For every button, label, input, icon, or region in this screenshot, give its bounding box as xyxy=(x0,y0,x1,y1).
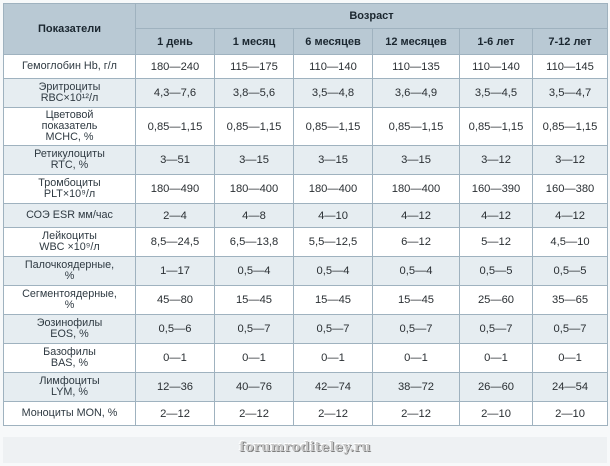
norm-value-cell: 160—380 xyxy=(533,175,608,204)
indicator-label-line: Лимфоциты xyxy=(39,375,100,387)
indicator-label xyxy=(4,315,136,344)
indicator-label-line: EOS, % xyxy=(50,328,89,340)
indicator-label xyxy=(4,55,136,79)
norm-value-cell: 4—10 xyxy=(294,204,373,228)
site-watermark: forumroditeley.ru xyxy=(239,440,371,455)
norm-value-cell: 0,85—1,15 xyxy=(215,108,294,146)
norm-value-cell: 180—400 xyxy=(373,175,460,204)
indicator-label xyxy=(4,228,136,257)
norm-value-cell: 1—17 xyxy=(136,257,215,286)
norm-value-cell: 40—76 xyxy=(215,373,294,402)
norm-value-cell: 0—1 xyxy=(373,344,460,373)
indicator-label xyxy=(4,344,136,373)
norm-value-cell: 3—15 xyxy=(215,146,294,175)
norm-value-cell: 4,5—10 xyxy=(533,228,608,257)
norm-value-cell: 4—12 xyxy=(373,204,460,228)
norm-value-cell: 4,3—7,6 xyxy=(136,79,215,108)
norm-value-cell: 3—15 xyxy=(294,146,373,175)
indicator-label-line: Базофилы xyxy=(43,346,96,358)
norm-value-cell: 2—12 xyxy=(136,402,215,426)
norm-value-cell: 4—12 xyxy=(460,204,533,228)
footer-bar xyxy=(3,437,607,463)
norm-value-cell: 0,5—7 xyxy=(373,315,460,344)
norm-value-cell: 110—145 xyxy=(533,55,608,79)
norm-value-cell: 0—1 xyxy=(533,344,608,373)
indicator-label-line: Лейкоциты xyxy=(42,230,97,242)
norm-value-cell: 3,5—4,8 xyxy=(294,79,373,108)
indicator-label xyxy=(4,373,136,402)
norm-value-cell: 0,5—4 xyxy=(294,257,373,286)
norm-value-cell: 5—12 xyxy=(460,228,533,257)
norm-value-cell: 24—54 xyxy=(533,373,608,402)
norm-value-cell: 38—72 xyxy=(373,373,460,402)
age-header-7-12-years: 7-12 лет xyxy=(533,29,608,55)
norm-value-cell: 8,5—24,5 xyxy=(136,228,215,257)
norm-value-cell: 2—12 xyxy=(215,402,294,426)
indicators-header: Показатели xyxy=(4,4,136,55)
norm-value-cell: 0,85—1,15 xyxy=(533,108,608,146)
norm-value-cell: 0—1 xyxy=(215,344,294,373)
table-row xyxy=(4,108,608,146)
norm-value-cell: 160—390 xyxy=(460,175,533,204)
norm-value-cell: 2—4 xyxy=(136,204,215,228)
indicator-label xyxy=(4,402,136,426)
age-header-12-months: 12 месяцев xyxy=(373,29,460,55)
norm-value-cell: 6,5—13,8 xyxy=(215,228,294,257)
norm-value-cell: 2—12 xyxy=(294,402,373,426)
blood-norms-table xyxy=(3,3,608,426)
norm-value-cell: 4—12 xyxy=(533,204,608,228)
norm-value-cell: 0,5—4 xyxy=(373,257,460,286)
indicator-label-line: Эозинофилы xyxy=(36,317,103,329)
indicator-label-line: WBC ×10⁹/л xyxy=(39,241,100,253)
norm-value-cell: 110—140 xyxy=(460,55,533,79)
table-row xyxy=(4,257,608,286)
table-row xyxy=(4,79,608,108)
indicator-label-line: LYM, % xyxy=(51,386,88,398)
norm-value-cell: 180—400 xyxy=(294,175,373,204)
table-row xyxy=(4,204,608,228)
norm-value-cell: 3—12 xyxy=(533,146,608,175)
indicator-label-line: RTC, % xyxy=(50,159,89,171)
norm-value-cell: 0,5—6 xyxy=(136,315,215,344)
norm-value-cell: 3,8—5,6 xyxy=(215,79,294,108)
table-body xyxy=(4,55,608,426)
norm-value-cell: 0,5—4 xyxy=(215,257,294,286)
indicator-label-line: MCHC, % xyxy=(45,131,94,143)
norm-value-cell: 3—12 xyxy=(460,146,533,175)
norm-value-cell: 0,85—1,15 xyxy=(373,108,460,146)
norm-value-cell: 25—60 xyxy=(460,286,533,315)
norm-value-cell: 0,85—1,15 xyxy=(136,108,215,146)
norm-value-cell: 15—45 xyxy=(215,286,294,315)
indicator-label-line: Эритроциты xyxy=(38,81,101,93)
norm-value-cell: 110—140 xyxy=(294,55,373,79)
norm-value-cell: 45—80 xyxy=(136,286,215,315)
norm-value-cell: 6—12 xyxy=(373,228,460,257)
norm-value-cell: 0,5—5 xyxy=(460,257,533,286)
norm-value-cell: 0,5—7 xyxy=(215,315,294,344)
norm-value-cell: 0,85—1,15 xyxy=(294,108,373,146)
indicator-label xyxy=(4,286,136,315)
norm-value-cell: 0—1 xyxy=(460,344,533,373)
table-row xyxy=(4,228,608,257)
norm-value-cell: 4—8 xyxy=(215,204,294,228)
indicator-label-line: Палочкоядерные, xyxy=(24,259,115,271)
indicator-label-line: показатель xyxy=(41,120,98,132)
age-header-1-6-years: 1-6 лет xyxy=(460,29,533,55)
age-header-6-months: 6 месяцев xyxy=(294,29,373,55)
norm-value-cell: 180—400 xyxy=(215,175,294,204)
age-group-header: Возраст xyxy=(136,4,608,29)
indicator-label xyxy=(4,146,136,175)
norm-value-cell: 12—36 xyxy=(136,373,215,402)
age-header-1-day: 1 день xyxy=(136,29,215,55)
indicator-label-line: Тромбоциты xyxy=(38,177,101,189)
table-row xyxy=(4,55,608,79)
indicator-label xyxy=(4,108,136,146)
table-row xyxy=(4,402,608,426)
indicator-label-line: PLT×10⁹/л xyxy=(43,188,96,200)
norm-value-cell: 35—65 xyxy=(533,286,608,315)
norm-value-cell: 2—10 xyxy=(460,402,533,426)
indicator-label-line: Сегментоядерные, xyxy=(22,288,117,300)
norm-value-cell: 115—175 xyxy=(215,55,294,79)
norm-value-cell: 180—240 xyxy=(136,55,215,79)
indicator-label xyxy=(4,204,136,228)
norm-value-cell: 180—490 xyxy=(136,175,215,204)
indicator-label xyxy=(4,79,136,108)
norm-value-cell: 0—1 xyxy=(294,344,373,373)
norm-value-cell: 3—51 xyxy=(136,146,215,175)
norm-value-cell: 15—45 xyxy=(373,286,460,315)
norm-value-cell: 0,5—7 xyxy=(294,315,373,344)
indicator-label-line: Ретикулоциты xyxy=(34,148,105,160)
norm-value-cell: 3,5—4,7 xyxy=(533,79,608,108)
norm-value-cell: 3,5—4,5 xyxy=(460,79,533,108)
norm-value-cell: 110—135 xyxy=(373,55,460,79)
indicator-label-line: Моноциты MON, % xyxy=(21,407,118,419)
norm-value-cell: 3—15 xyxy=(373,146,460,175)
norm-value-cell: 15—45 xyxy=(294,286,373,315)
norm-value-cell: 2—10 xyxy=(533,402,608,426)
norm-value-cell: 42—74 xyxy=(294,373,373,402)
indicator-label-line: RBC×10¹²/л xyxy=(40,92,99,104)
norm-value-cell: 5,5—12,5 xyxy=(294,228,373,257)
table-row xyxy=(4,286,608,315)
table-row xyxy=(4,315,608,344)
norm-value-cell: 0,5—5 xyxy=(533,257,608,286)
indicator-label xyxy=(4,175,136,204)
age-header-1-month: 1 месяц xyxy=(215,29,294,55)
indicator-label-line: % xyxy=(64,270,75,282)
indicator-label-line: Гемоглобин Hb, г/л xyxy=(22,60,117,72)
indicator-label-line: СОЭ ESR мм/час xyxy=(26,209,113,221)
norm-value-cell: 2—12 xyxy=(373,402,460,426)
table-row xyxy=(4,175,608,204)
norm-value-cell: 0—1 xyxy=(136,344,215,373)
norm-value-cell: 3,6—4,9 xyxy=(373,79,460,108)
indicator-label-line: % xyxy=(64,299,75,311)
indicator-label-line: Цветовой xyxy=(45,109,94,121)
norm-value-cell: 26—60 xyxy=(460,373,533,402)
norm-value-cell: 0,5—7 xyxy=(533,315,608,344)
table-row xyxy=(4,146,608,175)
table-row xyxy=(4,344,608,373)
indicator-label xyxy=(4,257,136,286)
indicator-label-line: BAS, % xyxy=(50,357,89,369)
norm-value-cell: 0,5—7 xyxy=(460,315,533,344)
table-row xyxy=(4,373,608,402)
norm-value-cell: 0,85—1,15 xyxy=(460,108,533,146)
